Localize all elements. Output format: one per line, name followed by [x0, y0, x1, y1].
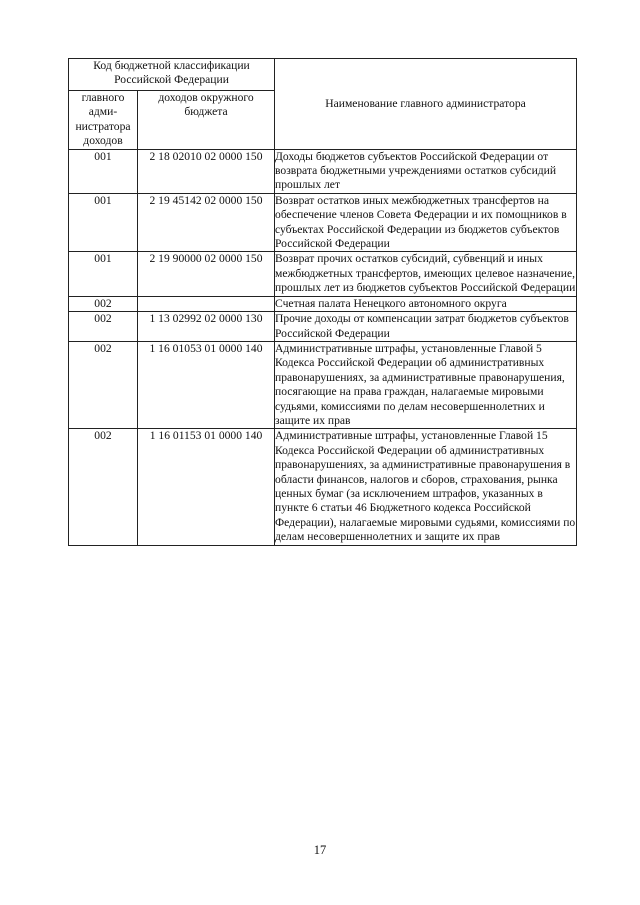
administrator-name-cell: Административные штрафы, установленные Главой 5 Кодекса Российской Федерации об административных правонарушениях, за административные правонарушения, посягающие на права граждан, налагаемые мировыми судьями, комиссиями по делам несовершеннолетних и защите их прав: [275, 341, 577, 428]
table-row: [69, 149, 577, 193]
budget-code-cell: 2 18 02010 02 0000 150: [138, 149, 275, 193]
admin-code-cell: 001: [69, 252, 138, 296]
administrator-name-cell: Возврат остатков иных межбюджетных трансфертов на обеспечение членов Совета Федерации и их помощников в субъектах Российской Федерации из бюджетов субъектов Российской Федерации: [275, 193, 577, 252]
administrator-name-cell: Прочие доходы от компенсации затрат бюджетов субъектов Российской Федерации: [275, 312, 577, 342]
budget-code-cell: 2 19 90000 02 0000 150: [138, 252, 275, 296]
table-row: [69, 341, 577, 428]
header-administrator-name: Наименование главного администратора: [275, 59, 577, 150]
admin-code-cell: 002: [69, 296, 138, 311]
budget-classification-table: [68, 58, 577, 546]
budget-code-cell: 1 16 01153 01 0000 140: [138, 429, 275, 545]
admin-code-cell: 001: [69, 193, 138, 252]
table-body: [69, 149, 577, 545]
admin-code-cell: 002: [69, 312, 138, 342]
admin-code-cell: 002: [69, 429, 138, 545]
budget-code-cell: 1 16 01053 01 0000 140: [138, 341, 275, 428]
administrator-name-cell: Доходы бюджетов субъектов Российской Федерации от возврата бюджетными учреждениями остатков субсидий прошлых лет: [275, 149, 577, 193]
table-row: [69, 193, 577, 252]
table-row: [69, 296, 577, 311]
header-main-administrator: главного адми-нистратора доходов: [69, 91, 138, 150]
administrator-name-cell: Возврат прочих остатков субсидий, субвенций и иных межбюджетных трансфертов, имеющих целевое назначение, прошлых лет из бюджетов субъектов Российской Федерации: [275, 252, 576, 295]
admin-code-cell: 002: [69, 341, 138, 428]
table-row: [69, 312, 577, 342]
budget-code-cell: 2 19 45142 02 0000 150: [138, 193, 275, 252]
header-group-budget-classification: Код бюджетной классификации Российской Федерации: [69, 59, 275, 91]
table-row: [69, 252, 577, 296]
administrator-name-cell: Административные штрафы, установленные Главой 15 Кодекса Российской Федерации об административных правонарушениях, за административные правонарушения в области финансов, налогов и сборов, страхования, рынка ценных бумаг (за исключением штрафов, указанных в пункте 6 статьи 46 Бюджетного кодекса Российской Федерации), налагаемые мировыми судьями, комиссиями по делам несовершеннолетних и защите их прав: [275, 429, 576, 544]
header-district-budget-revenue: доходов окружного бюджета: [138, 91, 275, 150]
budget-code-cell: [138, 296, 275, 311]
budget-code-cell: 1 13 02992 02 0000 130: [138, 312, 275, 342]
table-row: [69, 429, 577, 545]
admin-code-cell: 001: [69, 149, 138, 193]
administrator-name-cell: Счетная палата Ненецкого автономного округа: [275, 296, 577, 311]
page-number: 17: [313, 843, 327, 857]
